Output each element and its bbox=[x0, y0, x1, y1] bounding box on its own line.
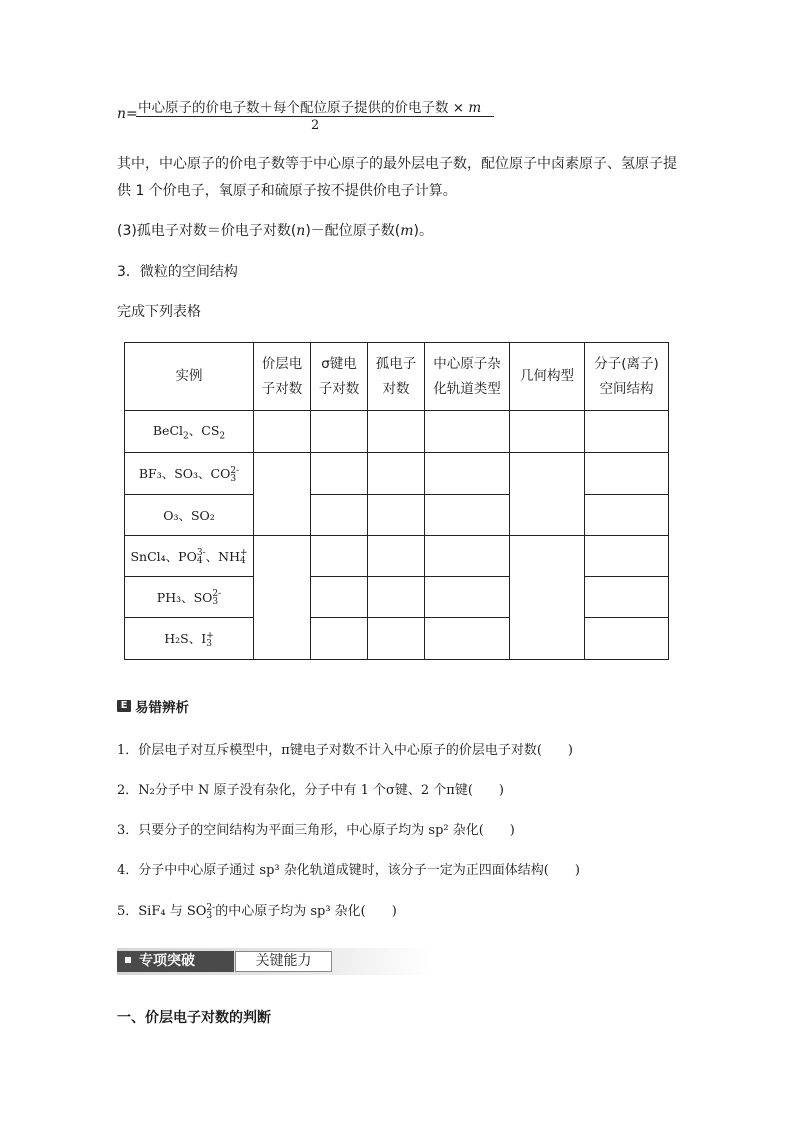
answer-cell[interactable] bbox=[585, 536, 669, 577]
answer-cell[interactable] bbox=[425, 536, 510, 577]
table-row bbox=[125, 453, 669, 495]
example-cell: PH₃、SO2- 3 bbox=[125, 577, 254, 618]
header-shape: 分子(离子) 空间结构 bbox=[585, 343, 669, 411]
answer-cell[interactable] bbox=[510, 411, 585, 453]
answer-cell[interactable] bbox=[368, 536, 425, 577]
answer-cell[interactable] bbox=[368, 453, 425, 495]
banner-key-ability: 关键能力 bbox=[235, 951, 332, 972]
answer-cell[interactable] bbox=[311, 577, 368, 618]
error-item-3: 3．只要分子的空间结构为平面三角形，中心原子均为 sp² 杂化( ) bbox=[117, 823, 515, 838]
answer-cell[interactable] bbox=[510, 536, 585, 660]
example-cell: O₃、SO₂ bbox=[125, 495, 254, 536]
error-analysis-title: 易错辨析 bbox=[135, 700, 189, 716]
answer-cell[interactable] bbox=[425, 577, 510, 618]
answer-cell[interactable] bbox=[311, 495, 368, 536]
answer-cell[interactable] bbox=[254, 411, 311, 453]
example-cell: BF₃、SO₃、CO2- 3 bbox=[125, 453, 254, 495]
table-row bbox=[125, 411, 669, 453]
header-lone-pairs: 孤电子 对数 bbox=[368, 343, 425, 411]
header-sigma-pairs: σ键电 子对数 bbox=[311, 343, 368, 411]
example-cell: SnCl₄、PO3- 4 、NH+ 4 bbox=[125, 536, 254, 577]
e-badge-icon: E bbox=[117, 700, 131, 712]
answer-cell[interactable] bbox=[311, 536, 368, 577]
answer-cell[interactable] bbox=[585, 411, 669, 453]
banner-special-topic: 专项突破 bbox=[117, 951, 234, 972]
error-item-5: 5．SiF₄ 与 SO2- 3 的中心原子均为 sp³ 杂化( ) bbox=[117, 902, 397, 921]
para1-line2: 供 1 个价电子，氧原子和硫原子按不提供价电子计算。 bbox=[117, 183, 457, 199]
answer-cell[interactable] bbox=[311, 411, 368, 453]
answer-cell[interactable] bbox=[311, 453, 368, 495]
formula-lhs: n= bbox=[117, 106, 138, 122]
table-row bbox=[125, 536, 669, 577]
answer-cell[interactable] bbox=[425, 618, 510, 660]
header-hybridization: 中心原子杂 化轨道类型 bbox=[425, 343, 510, 411]
example-cell: BeCl$_2$、$CS_2$ bbox=[125, 411, 254, 453]
answer-cell[interactable] bbox=[425, 495, 510, 536]
answer-cell[interactable] bbox=[311, 618, 368, 660]
answer-cell[interactable] bbox=[368, 618, 425, 660]
header-example: 实例 bbox=[125, 343, 254, 411]
answer-cell[interactable] bbox=[585, 618, 669, 660]
formula-numerator: 中心原子的价电子数＋每个配位原子提供的价电子数 × m bbox=[138, 100, 482, 116]
instruction: 完成下列表格 bbox=[117, 304, 201, 320]
para1-line1: 其中，中心原子的价电子数等于中心原子的最外层电子数，配位原子中卤素原子、氢原子提 bbox=[117, 156, 677, 172]
error-analysis-heading bbox=[117, 696, 189, 716]
error-item-2: 2．N₂分子中 N 原子没有杂化，分子中有 1 个σ键、2 个π键( ) bbox=[117, 783, 504, 798]
square-bullet-icon bbox=[125, 957, 131, 963]
error-item-1: 1．价层电子对互斥模型中，π键电子对数不计入中心原子的价层电子对数( ) bbox=[117, 743, 573, 758]
table-row bbox=[125, 577, 669, 618]
section-one-heading: 一、价层电子对数的判断 bbox=[117, 1010, 271, 1026]
answer-cell[interactable] bbox=[585, 577, 669, 618]
answer-cell[interactable] bbox=[585, 495, 669, 536]
para2: (3)孤电子对数＝价电子对数(n)－配位原子数(m)。 bbox=[117, 223, 434, 239]
answer-cell[interactable] bbox=[368, 495, 425, 536]
answer-cell[interactable] bbox=[425, 411, 510, 453]
vsepr-table bbox=[124, 342, 669, 660]
table-row bbox=[125, 618, 669, 660]
table-row bbox=[125, 495, 669, 536]
answer-cell[interactable] bbox=[585, 453, 669, 495]
fraction-bar bbox=[136, 116, 494, 117]
answer-cell[interactable] bbox=[510, 453, 585, 536]
heading-3: 3．微粒的空间结构 bbox=[117, 264, 238, 280]
answer-cell[interactable] bbox=[425, 453, 510, 495]
example-cell: H₂S、I+ 3 bbox=[125, 618, 254, 660]
error-item-4: 4．分子中中心原子通过 sp³ 杂化轨道成键时，该分子一定为正四面体结构( ) bbox=[117, 863, 580, 878]
answer-cell[interactable] bbox=[254, 453, 311, 536]
table-header-row bbox=[125, 343, 669, 411]
header-valence-pairs: 价层电 子对数 bbox=[254, 343, 311, 411]
answer-cell[interactable] bbox=[254, 536, 311, 660]
answer-cell[interactable] bbox=[368, 411, 425, 453]
header-geometry: 几何构型 bbox=[510, 343, 585, 411]
answer-cell[interactable] bbox=[368, 577, 425, 618]
formula-denominator: 2 bbox=[311, 118, 320, 133]
